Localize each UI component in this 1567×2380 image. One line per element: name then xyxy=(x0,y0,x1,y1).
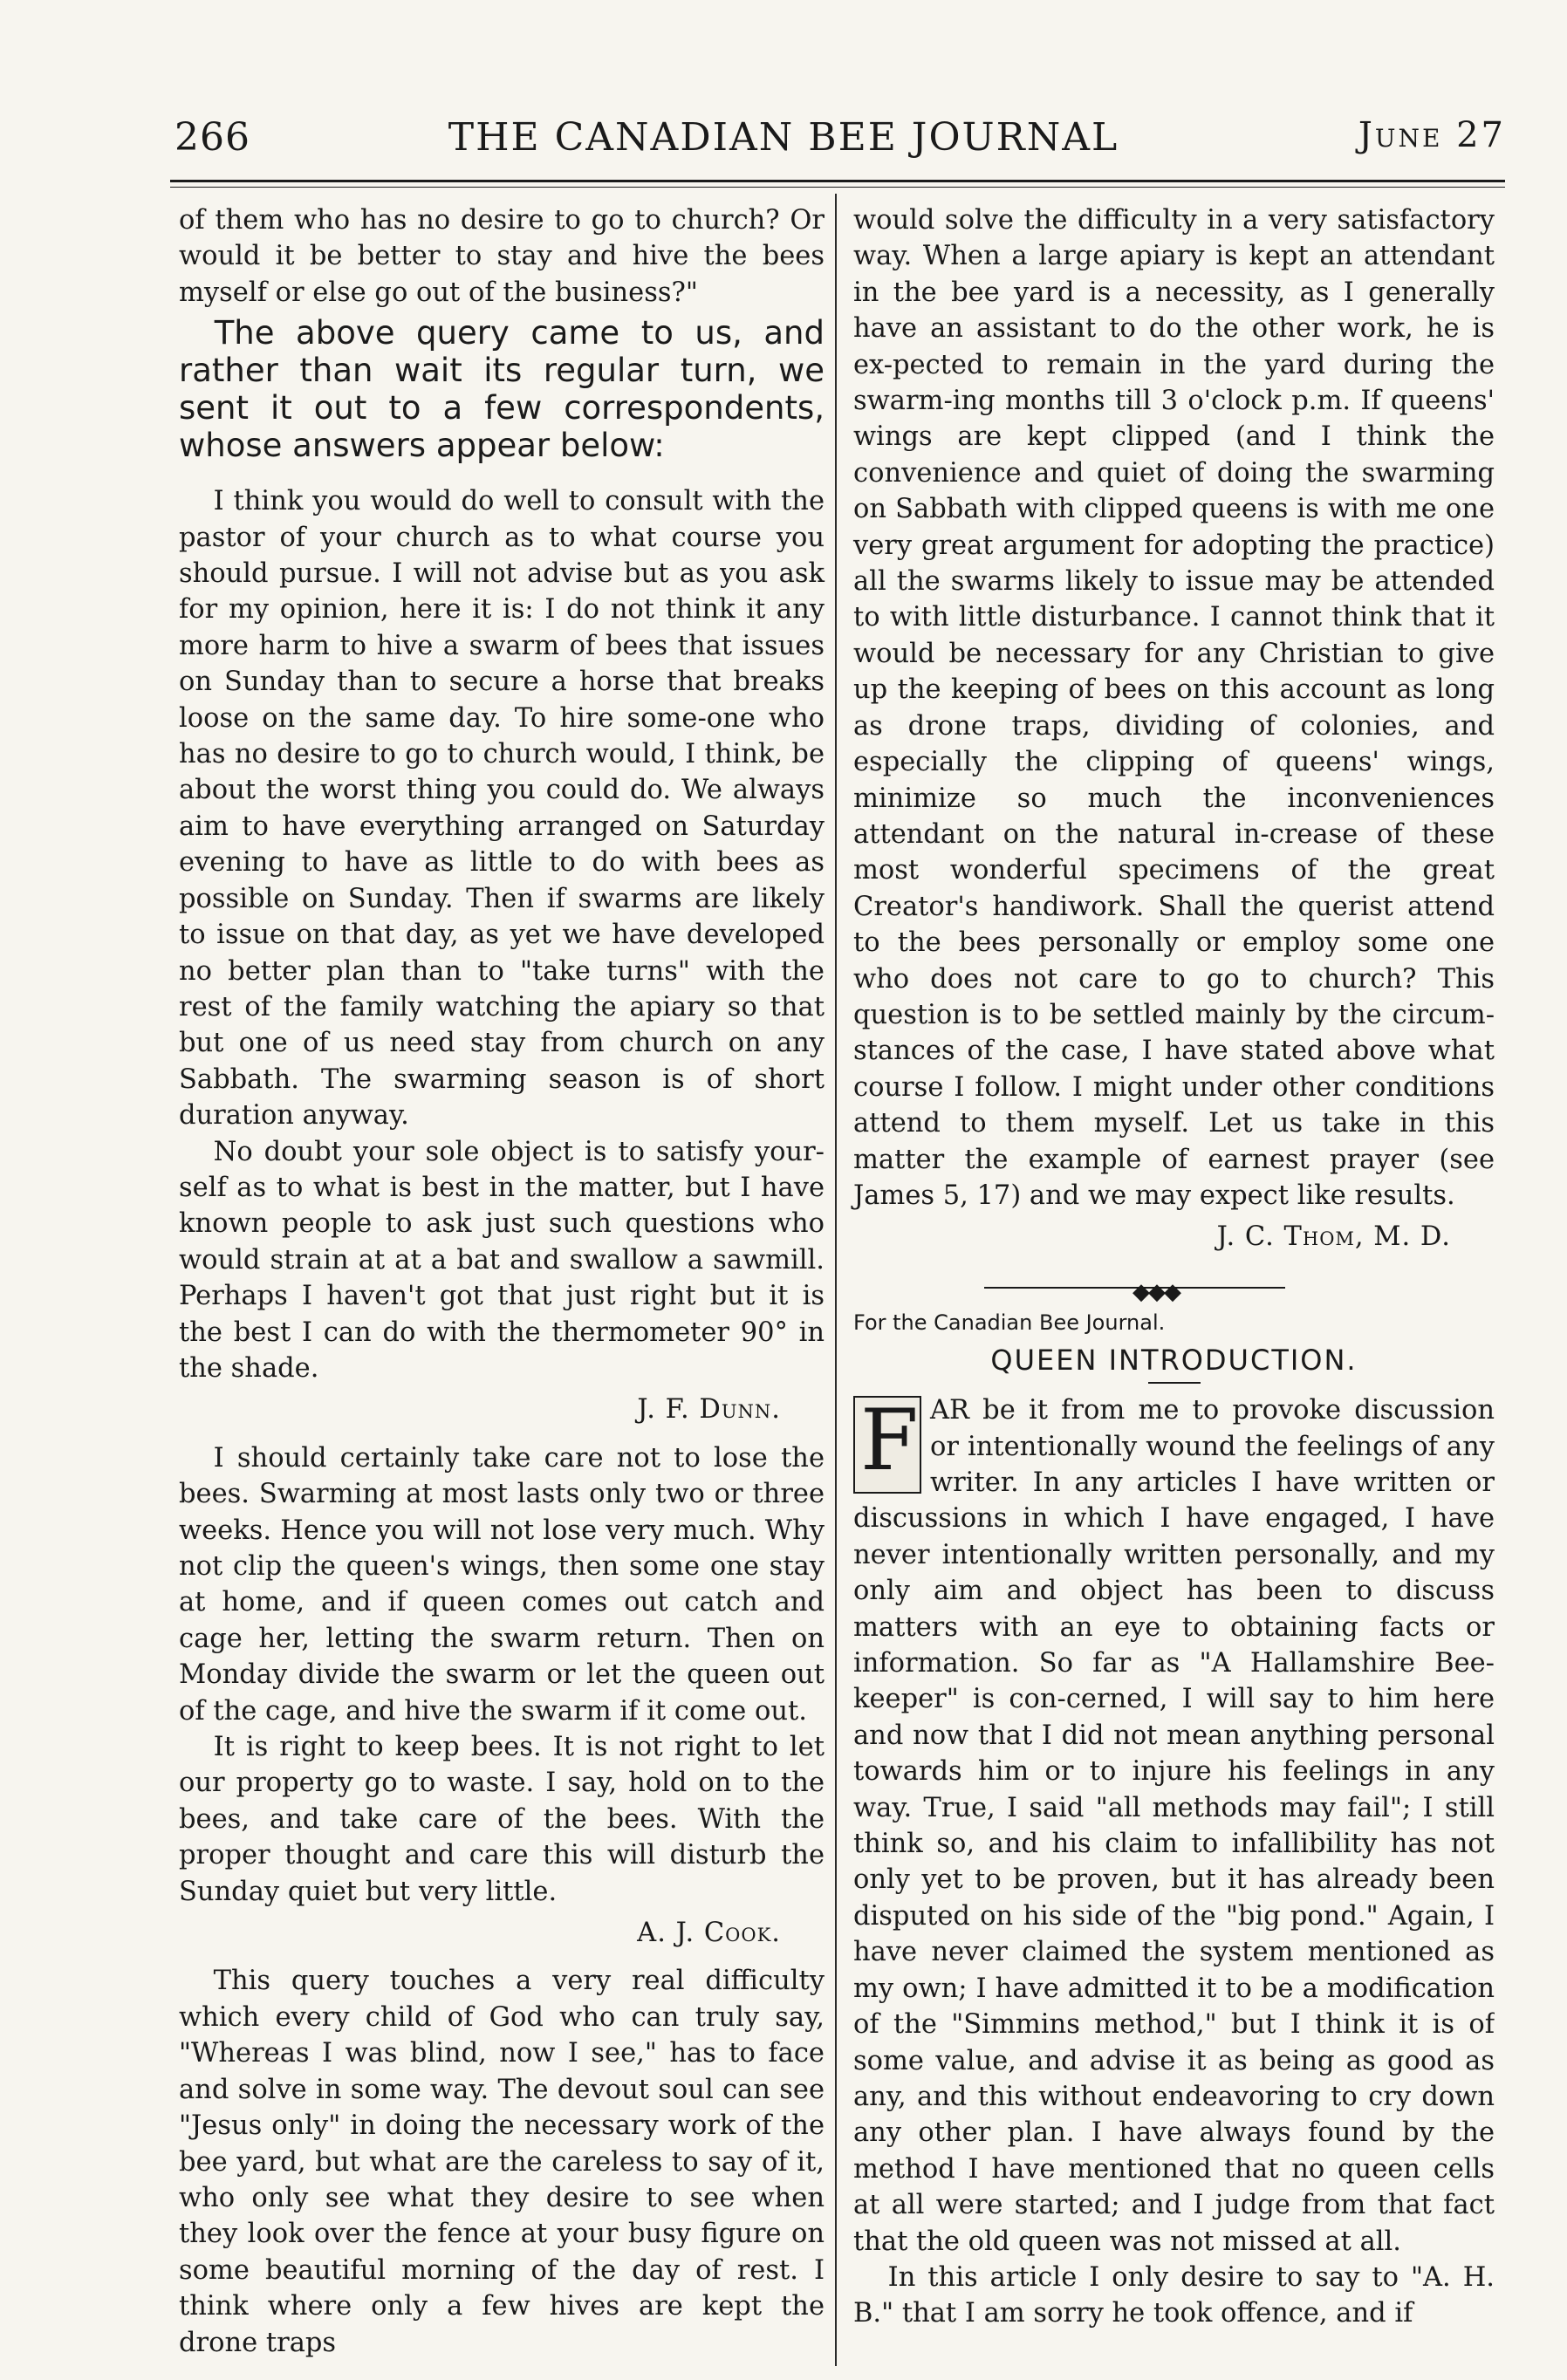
editor-intro: The above query came to us, and rather than wait its regular turn, we sent it out to a few correspondents, whose answers appear below: xyxy=(179,314,825,465)
heading-rule xyxy=(1148,1382,1201,1384)
ornament-mark: ◆◆◆ xyxy=(1132,1278,1180,1305)
answer-cook-paragraph-2: It is right to keep bees. It is not right to let our property go to waste. I say, hold on to the bees, and take care of the bees. With the proper thought and care this will disturb the Sunday quiet but very little. xyxy=(179,1732,825,1907)
journal-title: THE CANADIAN BEE JOURNAL xyxy=(448,115,1119,160)
article-paragraph-2: In this article I only desire to say to "A. H. B." that I am sorry he took offence, and if xyxy=(853,2261,1495,2329)
issue-date: June 27 xyxy=(1358,115,1506,155)
section-ornament xyxy=(853,1268,1495,1306)
answer-dunn-paragraph-2: No doubt your sole object is to satisfy your-self as to what is best in the matter, but I have known people to ask just such questions who would strain at at a bat and swallow a sawmill. Perhaps I haven't got that just right but it is the best I can do with the thermometer 90° in the shade. xyxy=(179,1136,825,1384)
answer-cook-paragraph-1: I should certainly take care not to lose the bees. Swarming at most lasts only two or three weeks. Hence you will not lose very much. Why not clip the queen's wings, then some one stay at home, and if queen comes out catch and cage her, letting the swarm return. Then on Monday divide the swarm or let the queen out of the cage, and hive the swarm if it come out. xyxy=(179,1442,825,1727)
answer-thom-paragraph-1: This query touches a very real difficulty which every child of God who can truly say, "Whereas I was blind, now I see," has to face and solve in some way. The devout soul can see "Jesus only" in doing the necessary work of the bee yard, but what are the careless to say of it, who only see what they desire to see when they look over the fence at your busy figure on some beautiful morning of the day of rest. I think where only a few hives are kept the drone traps xyxy=(179,1966,825,2358)
page-header xyxy=(0,115,1567,168)
query-end-paragraph: of them who has no desire to go to church? Or would it be better to stay and hive the bees myself or else go out of the business?" xyxy=(179,205,825,308)
answer-thom-paragraph-2: would solve the difficulty in a very satisfactory way. When a large apiary is kept an attendant in the bee yard is a necessity, as I generally have an assistant to do the other work, he is ex-pected to remain in the yard during the swarm-ing months till 3 o'clock p.m. If queens' wings are kept clipped (and I think the convenience and quiet of doing the swarming on Sabbath with clipped queens is with me one very great argument for adopting the practice) all the swarms likely to issue may be attended to with little disturbance. I cannot think that it would be necessary for any Christian to give up the keeping of bees on this account as long as drone traps, dividing of colonies, and especially the clipping of queens' wings, minimize so much the inconveniences attendant on the natural in-crease of these most wonderful specimens of the great Creator's handiwork. Shall the querist attend to the bees personally or employ some one who does not care to go to church? This question is to be settled mainly by the circum-stances of the case, I have stated above what course I follow. I might under other conditions attend to them myself. Let us take in this matter the example of earnest prayer (see James 5, 17) and we may expect like results. xyxy=(853,205,1495,1211)
signature-dunn: J. F. Dunn. xyxy=(637,1394,781,1426)
left-column xyxy=(179,202,825,2361)
article-paragraph-1: AR be it from me to provoke discussion or intentionally wound the feelings of any writer. In any articles I have written or discussions in which I have engaged, I have never intentionally written personally, and my only aim and object has been to discuss matters with an eye to obtaining facts or information. So far as "A Hallamshire Bee-keeper" is con-cerned, I will say to him here and now that I did not mean anything personal towards him or to injure his feelings in any way. True, I said "all methods may fail"; I still think so, and his claim to infallibility has not only yet to be proven, but it has already been disputed on his side of the "big pond." Again, I have never claimed the system mentioned as my own; I have admitted it to be a modification of the "Simmins method," but I think it is of some value, and advise it as being as good as any, and this without endeavoring to cry down any other plan. I have always found by the method I have mentioned that no queen cells at all were started; and I judge from that fact that the old queen was not missed at all. xyxy=(853,1395,1495,2257)
signature-cook: A. J. Cook. xyxy=(637,1918,781,1949)
answer-dunn-paragraph-1: I think you would do well to consult with the pastor of your church as to what course you should pursue. I will not advise but as you ask for my opinion, here it is: I do not think it any more harm to hive a swarm of bees that issues on Sunday than to secure a horse that breaks loose on the same day. To hire some-one who has no desire to go to church would, I think, be about the worst thing you could do. We always aim to have everything arranged on Saturday evening to have as little to do with bees as possible on Sunday. Then if swarms are likely to issue on that day, as yet we have developed no better plan than to "take turns" with the rest of the family watching the apiary so that but one of us need stay from church on any Sabbath. The swarming season is of short duration anyway. xyxy=(179,486,825,1132)
drop-cap xyxy=(853,1392,921,1494)
header-rule-thin xyxy=(170,187,1505,188)
header-rule xyxy=(170,180,1505,182)
signature-thom: J. C. Thom, M. D. xyxy=(1216,1221,1451,1253)
right-column xyxy=(853,202,1495,2332)
page-number: 266 xyxy=(174,115,250,160)
article-heading: QUEEN INTRODUCTION. xyxy=(990,1343,1358,1377)
article-body xyxy=(853,1392,1495,2260)
column-divider xyxy=(835,194,837,2366)
article-source: For the Canadian Bee Journal. xyxy=(853,1310,1166,1335)
drop-cap-letter: F xyxy=(860,1392,919,1490)
